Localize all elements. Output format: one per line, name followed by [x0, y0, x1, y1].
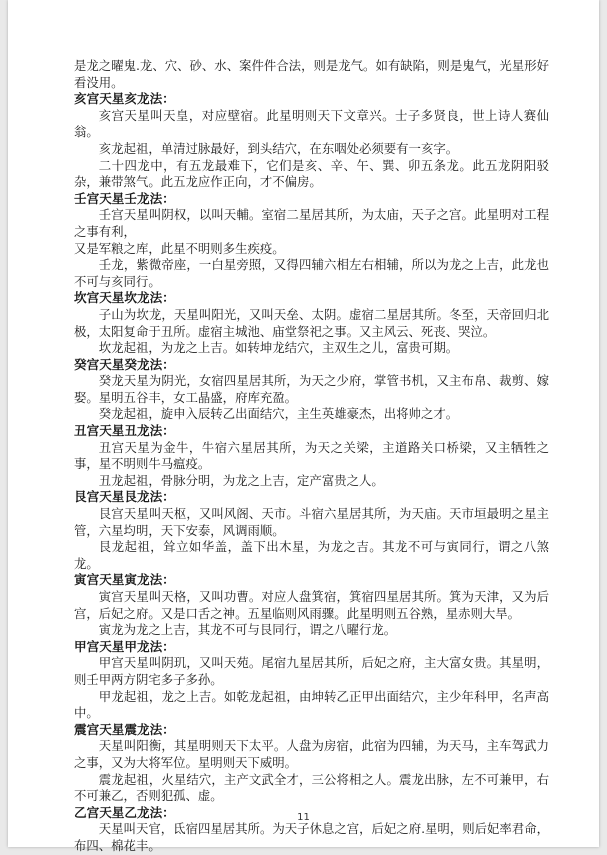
body-paragraph: 癸龙天星为阴光，女宿四星居其所，为天之少府，掌管书机，又主布帛、裁剪、嫁娶。星明五谷丰，女工晶盛，府库充盈。: [74, 373, 549, 405]
body-paragraph: 寅宫天星叫天格，又叫功曹。对应人盘箕宿，箕宿四星居其所。箕为天津，又为后宫，后妃之府。又是口舌之神。五星临则风雨骤。此星明则五谷熟，星赤则大旱。: [74, 589, 549, 621]
section-heading: 寅宫天星寅龙法：: [74, 572, 175, 588]
body-paragraph: 又是军粮之库，此星不明则多生疾疫。: [74, 240, 285, 256]
body-paragraph: 坎龙起祖，为龙之上吉。如转坤龙结穴，主双生之儿，富贵可期。: [98, 340, 459, 356]
body-paragraph: 子山为坎龙，天星叫阳光，又叫天垒、太阴。虚宿二星居其所。冬至，天帝回归北极，太阳复命于丑所。虚宿主城池、庙堂祭祀之事。又主风云、死丧、哭泣。: [74, 306, 549, 339]
body-paragraph: 二十四龙中，有五龙最难下，它们是亥、辛、午、巽、卯五条龙。此五龙阴阳驳杂，兼带煞气。此五龙应作正向，才不偏房。: [74, 157, 549, 190]
page-body: [74, 58, 549, 855]
body-paragraph: 亥宫天星叫天皇，对应壁宿。此星明则天下文章兴。士子多贤良，世上诗人赛仙翁。: [74, 107, 549, 140]
body-paragraph: 艮龙起祖，耸立如华盖，盖下出木星，为龙之吉。其龙不可与寅同行，谓之八煞龙。: [74, 539, 549, 571]
body-paragraph: 甲龙起祖，龙之上吉。如乾龙起祖，由坤转乙正甲出面结穴，主少年科甲，名声高中。: [74, 688, 549, 721]
section-heading: 癸宫天星癸龙法：: [74, 356, 175, 372]
section-heading: 艮宫天星艮龙法：: [74, 489, 175, 505]
body-paragraph: 壬龙，紫微帝座，一白星旁照，又得四辅六相左右相辅，所以为龙之上吉，此龙也不可与亥同行。: [74, 257, 549, 289]
body-paragraph: 震龙起祖，火星结穴，主产文武全才，三公将相之人。震龙出脉，左不可兼甲，右不可兼乙，否则犯孤、虚。: [74, 771, 549, 804]
body-paragraph: 艮宫天星叫天枢，又叫风阁、天市。斗宿六星居其所，为天庙。天市垣最明之星主管，六星均明，天下安泰，风调雨顺。: [74, 506, 549, 538]
page-number: 11: [297, 812, 310, 823]
section-heading: 坎宫天星坎龙法：: [74, 290, 175, 306]
section-heading: 震宫天星震龙法：: [74, 721, 175, 737]
body-paragraph: 亥龙起祖，单清过脉最好，到头结穴，在东咽处必须要有一亥字。: [98, 140, 459, 156]
body-paragraph: 丑宫天星为金牛，牛宿六星居其所，为天之关梁，主道路关口桥梁，又主牺牲之事，星不明则牛马瘟疫。: [74, 439, 549, 472]
body-paragraph: 壬宫天星叫阴权，以叫天輔。室宿二星居其所，为太庙，天子之宫。此星明对工程之事有利，: [74, 207, 549, 239]
section-heading: 壬宫天星壬龙法：: [74, 190, 175, 206]
body-paragraph: 丑龙起祖，骨脉分明，为龙之上吉，定产富贵之人。: [98, 472, 384, 488]
section-heading: 丑宫天星丑龙法：: [74, 423, 175, 439]
body-paragraph: 甲宫天星叫阴玑，又叫天苑。尾宿九星居其所，后妃之府，主大富女贵。其星明，则壬甲两方阴宅多子多孙。: [74, 655, 549, 687]
body-paragraph: 天星叫阳衡，其星明则天下太平。人盘为房宿，此宿为四辅，为天马，主车驾武力之事，又为大将军位。星明则天下威明。: [74, 738, 549, 770]
body-paragraph: 天星叫天官，氐宿四星居其所。为天子休息之宫，后妃之府.星明，则后妃率君命，布四、棉花丰。: [74, 821, 549, 853]
body-paragraph: 是龙之曜鬼.龙、穴、砂、水、案件件合法，则是龙气。如有缺陷，则是鬼气，光星形好看没用。: [74, 58, 549, 90]
section-heading: 亥宫天星亥龙法：: [74, 91, 175, 107]
body-paragraph: 寅龙为龙之上吉，其龙不可与艮同行，谓之八曜行龙。: [98, 622, 397, 638]
body-paragraph: 癸龙起祖，旋申入辰转乙出面结穴，主生英雄豪杰，出将帅之才。: [98, 406, 459, 422]
document-page: [8, 0, 599, 853]
section-heading: 乙宫天星乙龙法：: [74, 804, 175, 820]
section-heading: 甲宫天星甲龙法：: [74, 638, 175, 654]
